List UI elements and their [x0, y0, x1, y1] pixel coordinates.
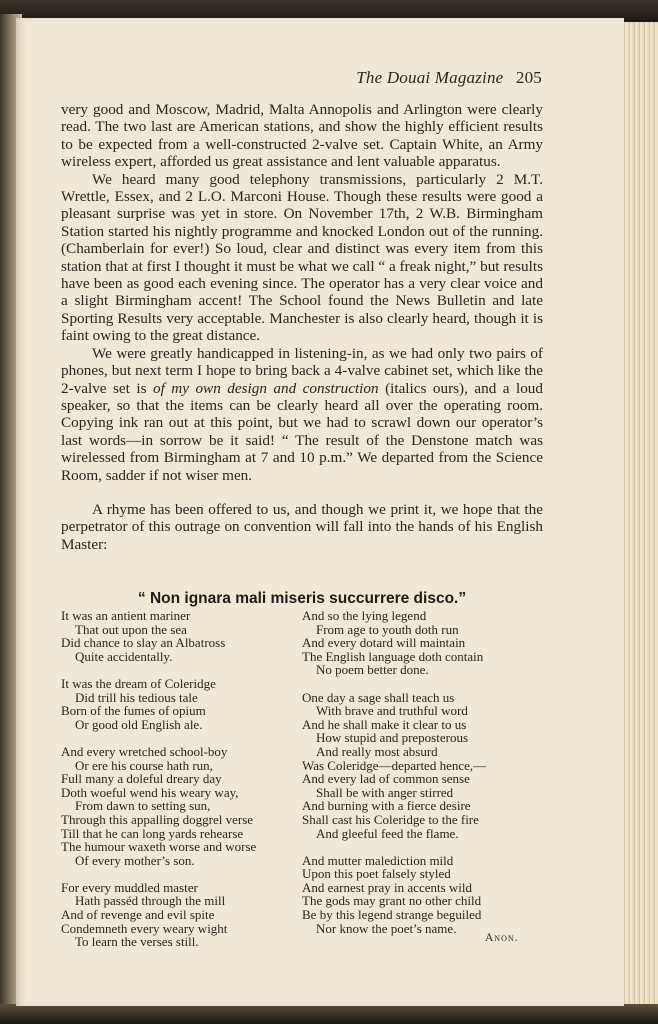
poem-line: Nor know the poet’s name.	[316, 920, 457, 936]
poem-line: Was Coleridge—departed hence,—	[302, 757, 487, 773]
poem-line: The English language doth contain	[302, 648, 484, 664]
poem-line: It was the dream of Coleridge	[61, 675, 216, 691]
poem-title: “ Non ignara mali miseris succurrere disco.”	[137, 590, 467, 607]
paragraph-3-italic: of my own design and construction	[152, 379, 379, 397]
poem-line: Born of the fumes of opium	[61, 703, 206, 719]
poem-line: And every wretched school-boy	[61, 743, 228, 759]
poem-line: Did trill his tedious tale	[75, 689, 198, 705]
poem-stanza-left-1	[61, 609, 301, 663]
poem-line: Of every mother’s son.	[75, 852, 195, 868]
paragraph-4: A rhyme has been offered to us, and though we print it, we hope that the perpetrator of this outrage on convention will fall into the hands of his English Master:	[61, 500, 543, 553]
poem-line: With brave and truthful word	[316, 703, 468, 719]
poem-line: Shall be with anger stirred	[316, 784, 454, 800]
paragraph-2: We heard many good telephony transmissions, particularly 2 M.T. Wrettle, Essex, and 2 L.O. Marconi House. Though these results were good a pleasant surprise was yet in store. On November 17th, 2 W.B. Birmingham Station started his nightly programme and knocked London out of the running. (Chamberlain for ever!) So loud, clear and distinct was every item from this station that at first I thought it must be what we call “ a freak night,” but results have been as good each evening since. The operator has a very clear voice and a slight Birmingham accent! The School found the News Bulletin and late Sporting Results very acceptable. Manchester is also clearly heard, though it is faint owing to the great distance.	[61, 170, 543, 345]
poem-line: Condemneth every weary wight	[61, 920, 228, 936]
poem-line: And burning with a fierce desire	[302, 798, 471, 814]
poem-line: One day a sage shall teach us	[302, 689, 455, 705]
poem-line: Full many a doleful dreary day	[61, 771, 222, 787]
poem-line: And mutter malediction mild	[302, 852, 454, 868]
poem-line: Shall cast his Coleridge to the fire	[302, 811, 479, 827]
poem-line: From dawn to setting sun,	[75, 798, 211, 814]
poem-signature: Anon.	[485, 932, 519, 944]
poem-line: And he shall make it clear to us	[302, 716, 467, 732]
poem-line: And really most absurd	[316, 743, 438, 759]
poem-line: From age to youth doth run	[316, 621, 459, 637]
poem-stanza-left-3	[61, 745, 301, 867]
poem-line: And so the lying legend	[302, 608, 427, 623]
poem-line: Did chance to slay an Albatross	[61, 635, 226, 651]
book-bottom-edge	[0, 1004, 658, 1024]
poem-line: Or ere his course hath run,	[75, 757, 213, 773]
page-number: 205	[515, 68, 542, 87]
poem-left-column	[61, 609, 301, 962]
paragraph-3-before: We were greatly handicapped in listening-in, as we had only two pairs of phones, but next term I hope to bring back a 4-valve cabinet set, which like the 2-valve set is	[61, 344, 543, 397]
paragraph-1: very good and Moscow, Madrid, Malta Annopolis and Arlington were clearly read. The two last are American stations, and show the highly efficient results to be expected from a well-constructed 2-valve set. Captain White, an Army wireless expert, afforded us great assistance and lent valuable apparatus.	[61, 101, 543, 171]
poem-line: Upon this poet falsely styled	[302, 866, 451, 882]
poem-line: That out upon the sea	[75, 621, 187, 637]
poem-line: And of revenge and evil spite	[61, 907, 215, 923]
poem-stanza-left-2	[61, 677, 301, 731]
poem-stanza-right-1	[302, 609, 542, 677]
poem-right-column	[302, 609, 542, 949]
paragraph-3	[61, 345, 543, 484]
poem-line: The humour waxeth worse and worse	[61, 839, 257, 855]
article-body	[61, 101, 543, 553]
poem-line: It was an antient mariner	[61, 608, 191, 623]
poem-line: Doth woeful wend his weary way,	[61, 784, 239, 800]
poem-stanza-right-3	[302, 854, 542, 936]
poem-line: How stupid and preposterous	[316, 730, 469, 746]
paragraph-3-after: (italics ours), and a loud speaker, so that the items can be clearly heard all over the operating room. Copying ink ran out at this point, but we had to scrawl down our operator’s last words—in sorrow be it said! “ The result of the Denstone match was wirelessed from Birmingham at 7 and 10 p.m.” We departed from the Science Room, sadder if not wiser men.	[61, 379, 543, 484]
poem-line: And every lad of common sense	[302, 771, 470, 787]
poem-line: And gleeful feed the flame.	[316, 825, 459, 841]
poem-line: To learn the verses still.	[75, 934, 199, 950]
poem-line: The gods may grant no other child	[302, 893, 482, 909]
poem-line: Through this appalling doggrel verse	[61, 811, 254, 827]
poem-line: And every dotard will maintain	[302, 635, 466, 651]
page-stack-edge	[622, 22, 658, 1006]
poem-stanza-right-2	[302, 691, 542, 841]
magazine-title: The Douai Magazine	[356, 68, 504, 87]
poem-stanza-left-4	[61, 881, 301, 949]
poem-line: Be by this legend strange beguiled	[302, 907, 482, 923]
poem-line: Or good old English ale.	[75, 716, 203, 732]
poem-line: Till that he can long yards rehearse	[61, 825, 244, 841]
poem-line: Hath passéd through the mill	[75, 893, 226, 909]
poem-line: Quite accidentally.	[75, 648, 173, 664]
running-head	[356, 68, 542, 88]
poem-line: And earnest pray in accents wild	[302, 879, 473, 895]
poem-line: For every muddled master	[61, 879, 198, 895]
poem-line: No poem better done.	[316, 662, 429, 678]
